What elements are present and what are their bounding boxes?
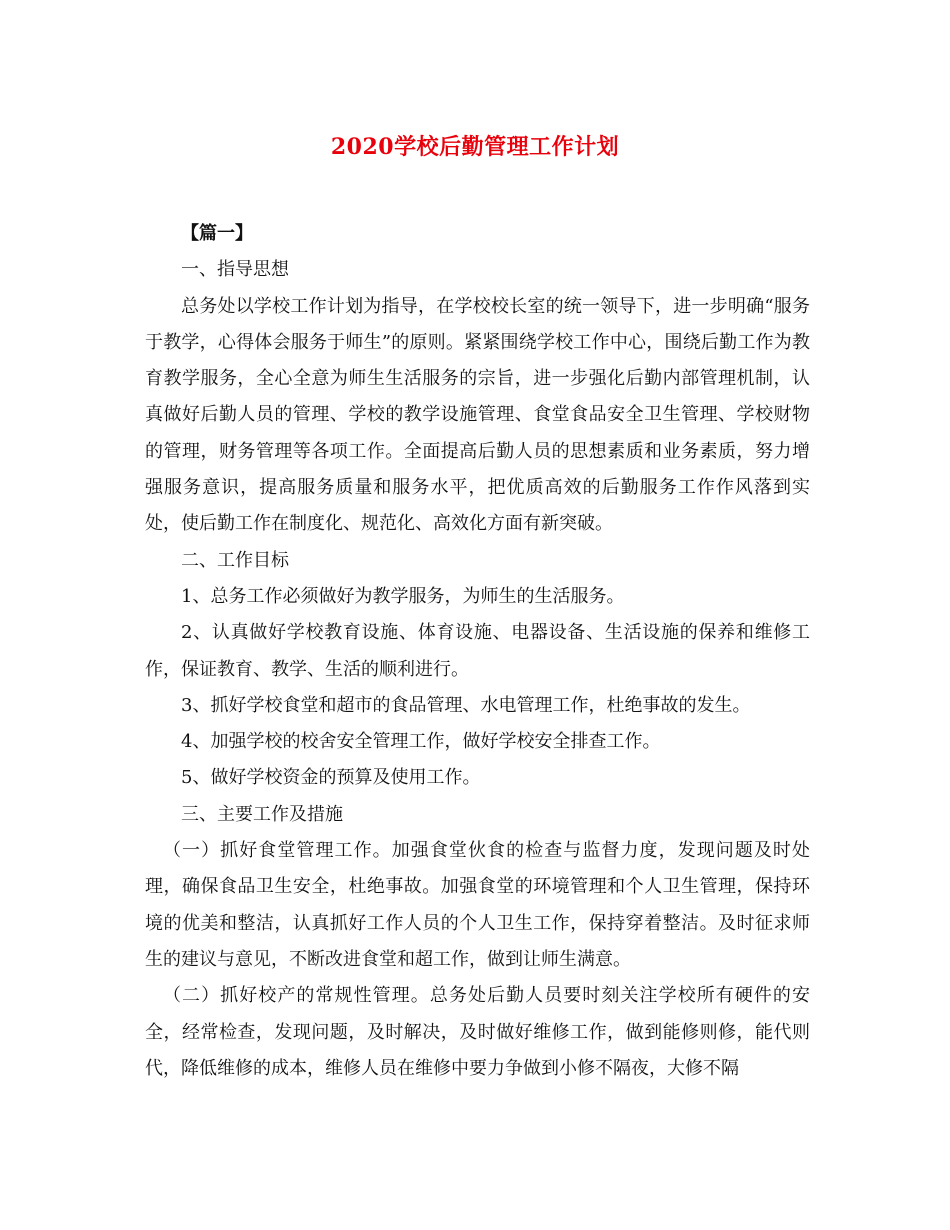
document-title: 2020学校后勤管理工作计划 xyxy=(330,134,620,160)
goal-item-1: 1、总务工作必须做好为教学服务，为师生的生活服务。 xyxy=(181,585,625,607)
goal-item-4: 4、加强学校的校舍安全管理工作，做好学校安全排查工作。 xyxy=(181,731,661,753)
goal-item-3: 3、抓好学校食堂和超市的食品管理、水电管理工作，杜绝事故的发生。 xyxy=(181,694,751,716)
paragraph-guiding-ideology: 总务处以学校工作计划为指导，在学校校长室的统一领导下，进一步明确“服务于教学，心得体会服务于师生”的原则。紧紧围绕学校工作中心，围绕后勤工作为教育教学服务，全心全意为师生生活服务的宗旨，进一步强化后勤内部管理机制，认真做好后勤人员的管理、学校的教学设施管理、食堂食品安全卫生管理、学校财物的管理，财务管理等各项工作。全面提高后勤人员的思想素质和业务素质，努力增强服务意识，提高服务质量和服务水平，把优质高效的后勤服务工作作风落到实处，使后勤工作在制度化、规范化、高效化方面有新突破。 xyxy=(145,295,810,535)
heading-work-goals: 二、工作目标 xyxy=(181,549,289,571)
heading-guiding-ideology: 一、指导思想 xyxy=(181,259,289,281)
goal-item-2: 2、认真做好学校教育设施、体育设施、电器设备、生活设施的保养和维修工作，保证教育、教学、生活的顺利进行。 xyxy=(145,622,810,680)
document-body xyxy=(145,216,810,1087)
measure-canteen: （一）抓好食堂管理工作。加强食堂伙食的检查与监督力度，发现问题及时处理，确保食品卫生安全，杜绝事故。加强食堂的环境管理和个人卫生管理，保持环境的优美和整洁，认真抓好工作人员的个人卫生工作，保持穿着整洁。及时征求师生的建议与意见，不断改进食堂和超工作，做到让师生满意。 xyxy=(145,840,810,970)
section-label: 【篇一】 xyxy=(181,223,253,244)
goal-item-5: 5、做好学校资金的预算及使用工作。 xyxy=(181,767,481,789)
measure-school-property: （二）抓好校产的常规性管理。总务处后勤人员要时刻关注学校所有硬件的安全，经常检查，发现问题，及时解决，及时做好维修工作，做到能修则修，能代则代，降低维修的成本，维修人员在维修中要力争做到小修不隔夜，大修不隔 xyxy=(145,985,810,1079)
heading-main-measures: 三、主要工作及措施 xyxy=(181,803,343,825)
